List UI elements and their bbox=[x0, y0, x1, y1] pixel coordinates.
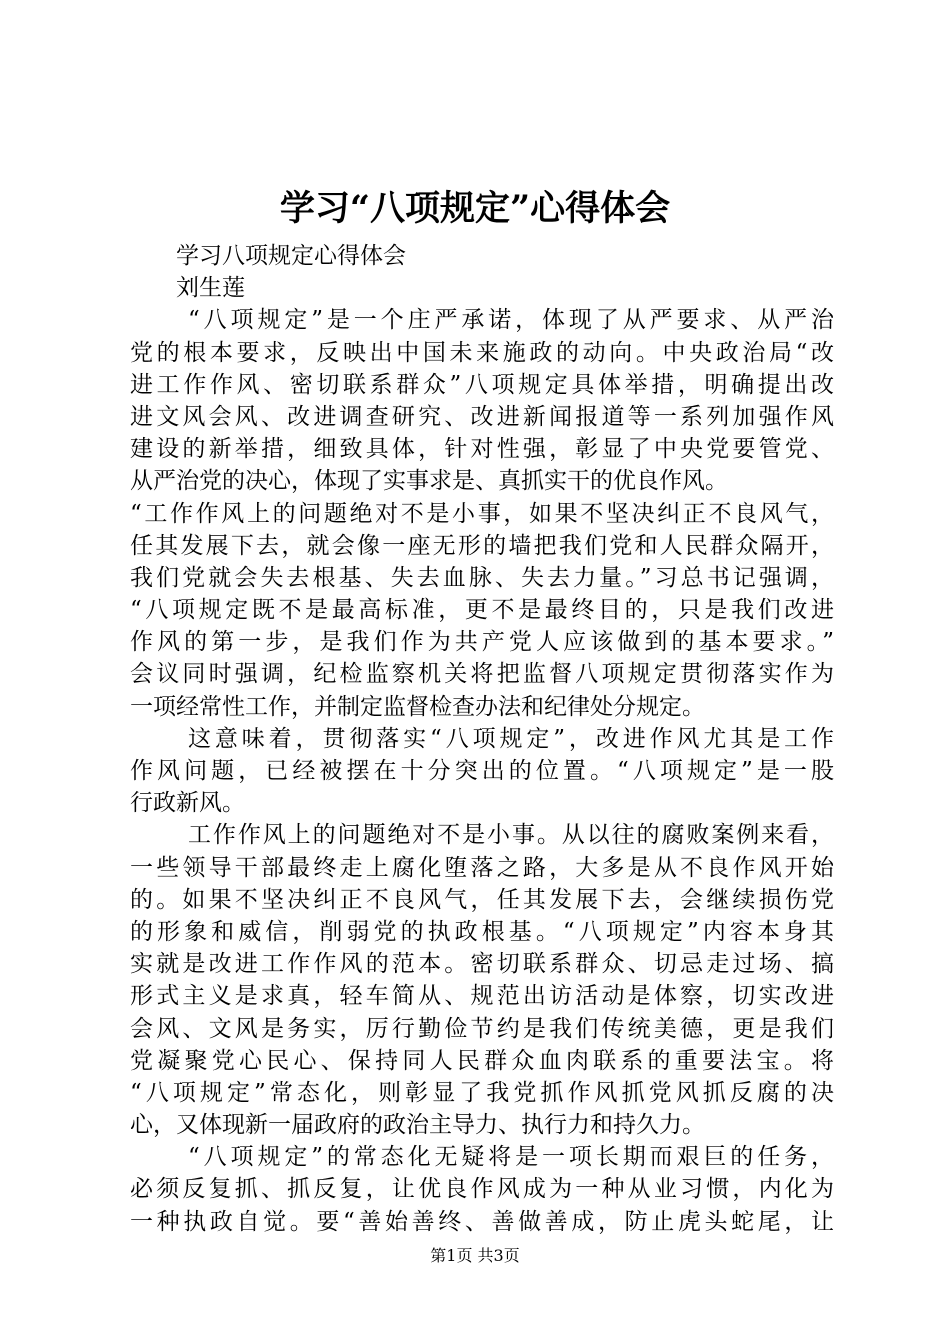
paragraph-line: 的。如果不坚决纠正不良风气，任其发展下去，会继续损伤党 bbox=[130, 886, 834, 913]
document-body bbox=[130, 240, 834, 1238]
paragraph-line: 形式主义是求真，轻车简从、规范出访活动是体察，切实改进 bbox=[130, 983, 834, 1010]
document-title: 学习“八项规定”心得体会 bbox=[279, 188, 671, 229]
paragraph-line: 一项经常性工作，并制定监督检查办法和纪律处分规定。 bbox=[130, 693, 705, 720]
paragraph-line: 一种执政自觉。要“善始善终、善做善成，防止虎头蛇尾，让 bbox=[130, 1208, 834, 1235]
paragraph-line: “八项规定”的常态化无疑将是一项长期而艰巨的任务， bbox=[188, 1144, 834, 1171]
paragraph-line: 的形象和威信，削弱党的执政根基。“八项规定”内容本身其 bbox=[130, 918, 834, 945]
paragraph-line: 党的根本要求，反映出中国未来施政的动向。中央政治局“改 bbox=[130, 339, 834, 366]
paragraph-line: 进工作作风、密切联系群众”八项规定具体举措，明确提出改 bbox=[130, 371, 834, 398]
paragraph-line: 从严治党的决心，体现了实事求是、真抓实干的优良作风。 bbox=[130, 468, 728, 495]
paragraph-line: “八项规定既不是最高标准，更不是最终目的，只是我们改进 bbox=[130, 597, 834, 624]
paragraph-line: 必须反复抓、抓反复，让优良作风成为一种从业习惯，内化为 bbox=[130, 1176, 834, 1203]
paragraph-line: 一些领导干部最终走上腐化堕落之路，大多是从不良作风开始 bbox=[130, 854, 834, 881]
paragraph-line: “工作作风上的问题绝对不是小事，如果不坚决纠正不良风气， bbox=[130, 500, 834, 527]
paragraph-line: 会议同时强调，纪检监察机关将把监督八项规定贯彻落实作为 bbox=[130, 661, 834, 688]
document-subtitle: 学习八项规定心得体会 bbox=[176, 243, 406, 269]
document-author: 刘生莲 bbox=[176, 275, 245, 302]
paragraph-line: 会风、文风是务实，厉行勤俭节约是我们传统美德，更是我们 bbox=[130, 1015, 834, 1042]
paragraph-line: “八项规定”是一个庄严承诺，体现了从严要求、从严治 bbox=[188, 307, 834, 334]
paragraph-line: 作风的第一步，是我们作为共产党人应该做到的基本要求。” bbox=[130, 629, 834, 656]
paragraph-line: 行政新风。 bbox=[130, 790, 245, 817]
paragraph-line: 党凝聚党心民心、保持同人民群众血肉联系的重要法宝。将 bbox=[130, 1047, 834, 1074]
paragraph-line: 工作作风上的问题绝对不是小事。从以往的腐败案例来看， bbox=[188, 822, 834, 849]
paragraph-line: 作风问题，已经被摆在十分突出的位置。“八项规定”是一股 bbox=[130, 758, 834, 784]
page-footer: 第1页 共3页 bbox=[430, 1246, 520, 1265]
paragraph-line: 心，又体现新一届政府的政治主导力、执行力和持久力。 bbox=[130, 1112, 705, 1139]
paragraph-line: 建设的新举措，细致具体，针对性强，彰显了中央党要管党、 bbox=[130, 436, 834, 463]
paragraph-line: 进文风会风、改进调查研究、改进新闻报道等一系列加强作风 bbox=[130, 403, 834, 430]
paragraph-line: 任其发展下去，就会像一座无形的墙把我们党和人民群众隔开， bbox=[130, 532, 834, 559]
paragraph-line: 实就是改进工作作风的范本。密切联系群众、切忌走过场、搞 bbox=[130, 951, 834, 978]
paragraph-line: “八项规定”常态化，则彰显了我党抓作风抓党风抓反腐的决 bbox=[130, 1079, 834, 1106]
paragraph-line: 这意味着，贯彻落实“八项规定”，改进作风尤其是工作 bbox=[188, 725, 834, 752]
paragraph-line: 我们党就会失去根基、失去血脉、失去力量。”习总书记强调， bbox=[130, 564, 834, 591]
